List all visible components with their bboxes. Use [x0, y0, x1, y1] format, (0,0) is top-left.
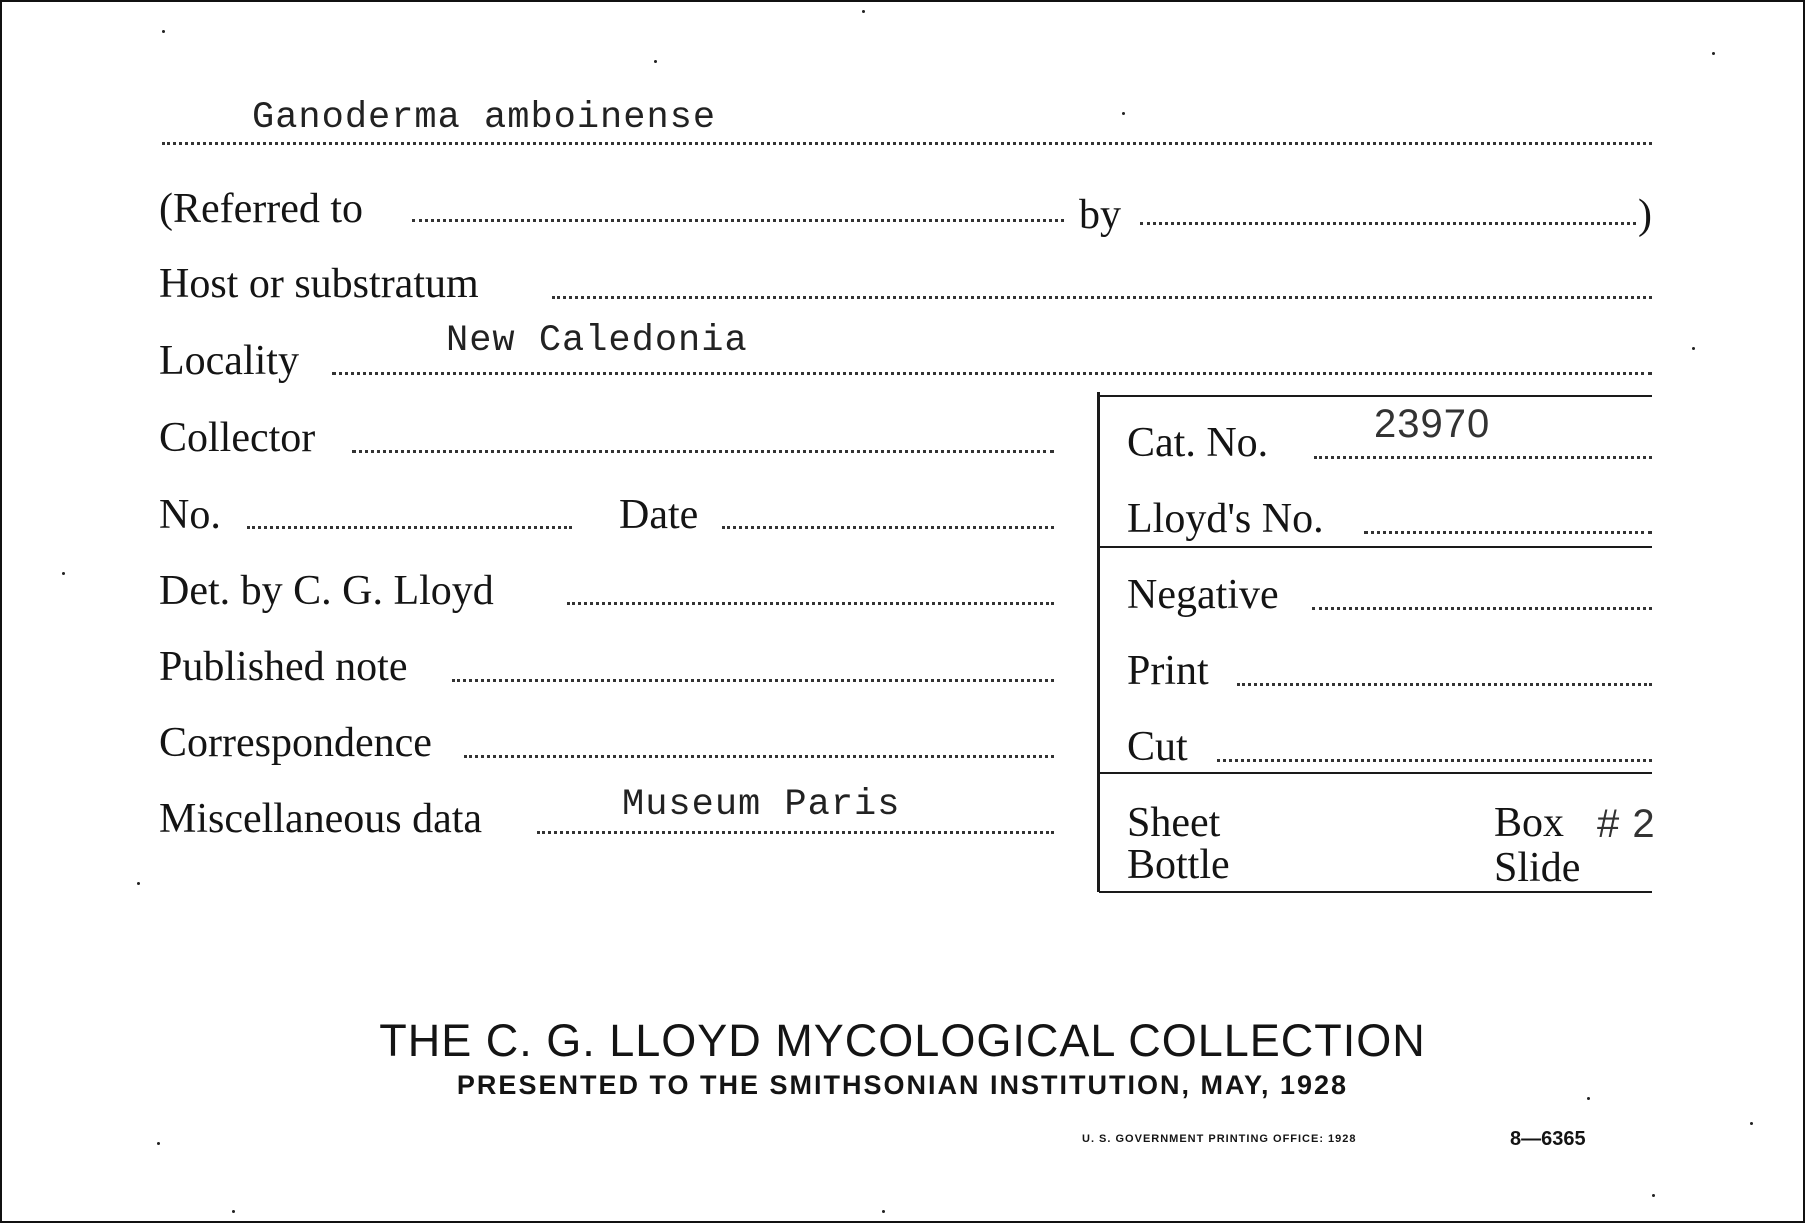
species-line	[162, 142, 1652, 145]
right-box-bottom-rule	[1099, 891, 1652, 893]
printing-office: U. S. GOVERNMENT PRINTING OFFICE: 1928	[1082, 1133, 1357, 1145]
misc-data-label: Miscellaneous data	[159, 796, 483, 842]
collector-line	[352, 450, 1054, 453]
right-box-top-rule	[1099, 395, 1652, 397]
print-label: Print	[1127, 648, 1209, 694]
collection-subtitle: PRESENTED TO THE SMITHSONIAN INSTITUTION, MAY, 1928	[456, 1070, 1349, 1100]
scan-speck	[157, 1142, 160, 1145]
by-line	[1140, 222, 1636, 225]
published-note-label: Published note	[159, 644, 408, 690]
right-box-border	[1097, 392, 1100, 892]
no-line	[247, 526, 572, 529]
locality-label: Locality	[159, 338, 299, 384]
locality-line	[332, 372, 1652, 375]
scan-speck	[1712, 52, 1715, 55]
scan-speck	[232, 1210, 235, 1213]
scan-speck	[1692, 347, 1695, 350]
cat-no-value: 23970	[1374, 402, 1491, 446]
scan-speck	[162, 30, 165, 33]
print-line	[1237, 683, 1652, 686]
species-name: Ganoderma amboinense	[252, 97, 717, 139]
scan-speck	[882, 1210, 885, 1213]
cat-no-line	[1314, 456, 1652, 459]
host-label: Host or substratum	[159, 261, 479, 307]
locality-value: New Caledonia	[446, 320, 748, 362]
box-label: Box	[1494, 800, 1565, 846]
scan-speck	[1750, 1122, 1753, 1125]
bottle-label: Bottle	[1127, 842, 1230, 888]
right-box-mid-rule	[1099, 546, 1652, 548]
no-label: No.	[159, 492, 221, 538]
published-note-line	[452, 679, 1054, 682]
form-number: 8—6365	[1510, 1128, 1586, 1150]
scan-speck	[1122, 112, 1125, 115]
correspondence-label: Correspondence	[159, 720, 432, 766]
box-number: # 2	[1597, 802, 1656, 846]
cut-line	[1217, 759, 1652, 762]
negative-line	[1312, 607, 1652, 610]
date-line	[722, 526, 1054, 529]
scan-speck	[137, 882, 140, 885]
lloyds-no-label: Lloyd's No.	[1127, 496, 1324, 542]
referred-to-label: (Referred to	[159, 186, 364, 232]
det-line	[567, 602, 1054, 605]
referred-to-line	[412, 219, 1064, 222]
negative-label: Negative	[1127, 572, 1279, 618]
misc-data-value: Museum Paris	[622, 784, 901, 826]
correspondence-line	[464, 755, 1054, 758]
right-box-lower-rule	[1099, 772, 1652, 774]
scan-speck	[1652, 1194, 1655, 1197]
sheet-label: Sheet	[1127, 800, 1221, 846]
scan-speck	[62, 572, 65, 575]
by-label: by	[1079, 192, 1121, 238]
slide-label: Slide	[1494, 845, 1581, 891]
det-label: Det. by C. G. Lloyd	[159, 568, 494, 614]
scan-speck	[862, 10, 865, 13]
collector-label: Collector	[159, 415, 316, 461]
scan-speck	[654, 60, 657, 63]
cut-label: Cut	[1127, 724, 1188, 770]
date-label: Date	[619, 492, 699, 538]
misc-data-line	[537, 831, 1054, 834]
close-paren: )	[1638, 192, 1652, 238]
host-line	[552, 296, 1652, 299]
lloyds-no-line	[1364, 531, 1652, 534]
cat-no-label: Cat. No.	[1127, 420, 1269, 466]
scan-speck	[1587, 1097, 1590, 1100]
collection-title: THE C. G. LLOYD MYCOLOGICAL COLLECTION	[379, 1015, 1426, 1066]
